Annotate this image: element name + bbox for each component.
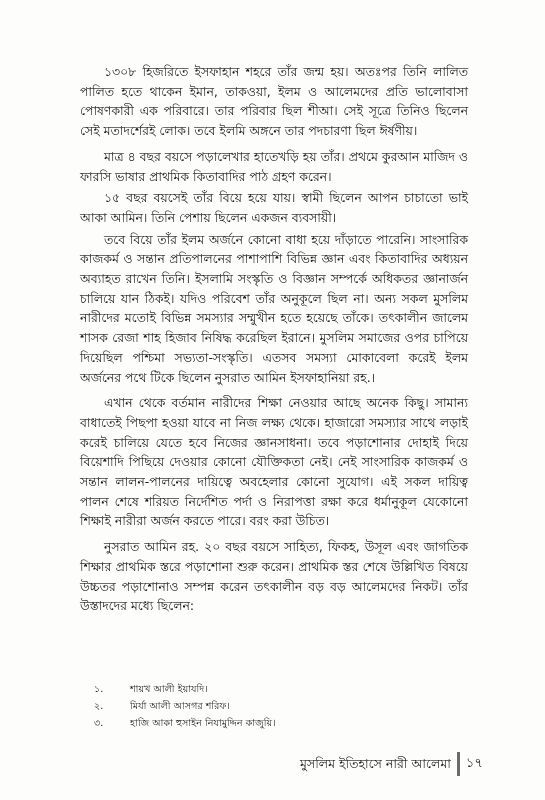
footer-divider xyxy=(457,752,460,776)
teacher-name: শায়খ আলী ইয়াযদি। xyxy=(130,684,208,695)
paragraph-birth: ১৩০৮ হিজরিতে ইসফাহান শহরে তাঁর জন্ম হয়। অতঃপর তিনি লালিত পালিত হতে থাকেন ইমান, তাকওয়া, ইলম ও আলেমদের প্রতি ভালোবাসা পোষণকারী এক পরিবারে। তার পরিবার ছিল শীআ। সেই সূত্রে তিনিও ছিলেন সেই মতাদর্শেরই লোক। তবে ইলমি অঙ্গনে তার পদচারণা ছিল ঈর্ষণীয়। xyxy=(80,64,468,139)
teachers-list xyxy=(94,681,454,732)
list-number: ১. xyxy=(94,684,104,695)
body-text xyxy=(80,62,468,622)
list-item xyxy=(94,681,454,698)
running-title: মুসলিম ইতিহাসে নারী আলেমা xyxy=(300,756,451,771)
teacher-name: মির্যা আলী আসগর শরিফ। xyxy=(130,701,230,712)
list-number: ৩. xyxy=(94,718,104,729)
paragraph-marriage: ১৫ বছর বয়সেই তাঁর বিয়ে হয়ে যায়। স্বামী ছিলেন আপন চাচাতো ভাই আকা আমিন। তিনি পেশায় ছিলেন একজন ব্যবসায়ী। xyxy=(80,190,468,225)
teacher-name: হাজি আকা হুসাইন নিযামুদ্দিন কাজুয়ি। xyxy=(130,718,276,729)
page-number: ১৭ xyxy=(465,756,483,771)
page-footer xyxy=(300,752,490,776)
list-item xyxy=(94,698,454,715)
list-number: ২. xyxy=(94,701,104,712)
paragraph-continued-learning: তবে বিয়ে তাঁর ইলম অর্জনে কোনো বাধা হয়ে দাঁড়াতে পারেনি। সাংসারিক কাজকর্ম ও সন্তান প্রতিপালনের পাশাপাশি বিভিন্ন জ্ঞান এবং কিতাবাদির অধ্যয়ন অব্যাহত রাখেন তিনি। ইসলামি সংস্কৃতি ও বিজ্ঞান সম্পর্কে অধিকতর জ্ঞানার্জন চালিয়ে যান ঠিকই। যদিও পরিবেশ তাঁর অনুকূলে ছিল না। অন্য সকল মুসলিম নারীদের মতোই বিভিন্ন সমস্যার সম্মুখীন হতে হয়েছে তাঁকে। তৎকালীন জালেম শাসক রেজা শাহ হিজাব নিষিদ্ধ করেছিল ইরানে। মুসলিম সমাজের ওপর চাপিয়ে দিয়েছিল পশ্চিমা সভ্যতা-সংস্কৃতি। এতসব সমস্যা মোকাবেলা করেই ইলম অর্জনের পথে টিকে ছিলেন নুসরাত আমিন ইসফাহানিয়া রহ.। xyxy=(80,231,468,385)
paragraph-higher-studies: নুসরাত আমিন রহ. ২০ বছর বয়সে সাহিত্য, ফিকহ, উসূল এবং জাগতিক শিক্ষার প্রাথমিক স্তরে পড়াশোনা শুরু করেন। প্রাথমিক স্তর শেষে উল্লিখিত বিষয়ে উচ্চতর পড়াশোনাও সম্পন্ন করেন তৎকালীন বড় বড় আলেমদের নিকট। তাঁর উস্তাদদের মধ্যে ছিলেন: xyxy=(80,539,468,614)
paragraph-lesson: এখান থেকে বর্তমান নারীদের শিক্ষা নেওয়ার আছে অনেক কিছু। সামান্য বাধাতেই পিছপা হওয়া যাবে না নিজ লক্ষ্য থেকে। হাজারো সমস্যার সাথে লড়াই করেই চালিয়ে যেতে হবে নিজের জ্ঞানসাধনা। তবে পড়াশোনার দোহাই দিয়ে বিয়েশাদি পিছিয়ে দেওয়ার কোনো যৌক্তিকতা নেই। নেই সাংসারিক কাজকর্ম ও সন্তান লালন-পালনের দায়িত্বে অবহেলার কোনো সুযোগ। এই সকল দায়িত্ব পালন শেষে শরিয়ত নির্দেশিত পর্দা ও নিরাপত্তা রক্ষা করে ধর্মানুকূল যেকোনো শিক্ষাই নারীরা অর্জন করতে পারে। বরং করা উচিত। xyxy=(80,395,468,529)
paragraph-early-education: মাত্র ৪ বছর বয়সে পড়ালেখার হাতেখড়ি হয় তাঁর। প্রথমে কুরআন মাজিদ ও ফারসি ভাষার প্রাথমিক কিতাবাদির পাঠ গ্রহণ করেন। xyxy=(80,148,468,184)
list-item xyxy=(94,715,454,732)
